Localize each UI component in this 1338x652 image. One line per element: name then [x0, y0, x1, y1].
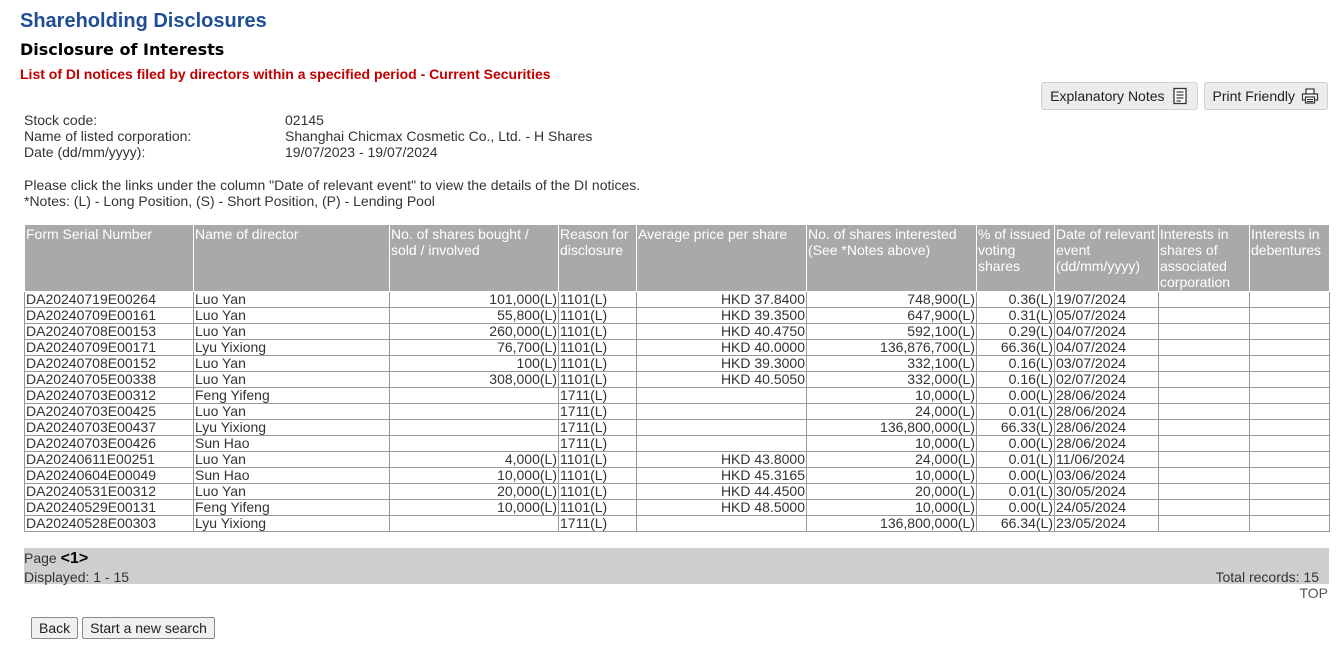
pct-issued-cell: 0.29(L) [977, 324, 1055, 340]
table-row [25, 468, 1330, 484]
event-date-link[interactable]: 02/07/2024 [1056, 371, 1127, 387]
avg-price-cell: HKD 40.0000 [637, 340, 807, 356]
pct-issued-cell: 0.16(L) [977, 372, 1055, 388]
avg-price-cell: HKD 40.5050 [637, 372, 807, 388]
shares-involved-cell [390, 436, 559, 452]
event-date-link[interactable]: 28/06/2024 [1056, 419, 1127, 435]
shares-interested-cell: 647,900(L) [807, 308, 977, 324]
table-row [25, 436, 1330, 452]
shares-involved-cell: 4,000(L) [390, 452, 559, 468]
reason-cell: 1101(L) [559, 468, 637, 484]
page-number-link[interactable]: <1> [60, 550, 89, 567]
date-value: 19/07/2023 - 19/07/2024 [285, 144, 438, 160]
avg-price-cell: HKD 39.3000 [637, 356, 807, 372]
date-label: Date (dd/mm/yyyy): [24, 144, 146, 160]
debentures-cell [1250, 420, 1330, 436]
avg-price-cell: HKD 39.3500 [637, 308, 807, 324]
back-button[interactable]: Back [31, 617, 78, 639]
event-date-cell [1055, 388, 1159, 404]
table-header-row [25, 225, 1330, 292]
form-serial-cell: DA20240708E00152 [25, 356, 194, 372]
event-date-cell [1055, 308, 1159, 324]
table-row [25, 420, 1330, 436]
shares-involved-cell [390, 404, 559, 420]
reason-cell: 1711(L) [559, 388, 637, 404]
column-header: Interests in shares of associated corporation [1159, 225, 1250, 292]
new-search-button[interactable]: Start a new search [82, 617, 215, 639]
pct-issued-cell: 0.36(L) [977, 292, 1055, 308]
event-date-link[interactable]: 03/07/2024 [1056, 355, 1127, 371]
table-body [25, 292, 1330, 532]
avg-price-cell [637, 436, 807, 452]
event-date-link[interactable]: 04/07/2024 [1056, 339, 1127, 355]
page-subtitle: Disclosure of Interests [20, 40, 225, 59]
reason-cell: 1101(L) [559, 340, 637, 356]
shares-interested-cell: 136,800,000(L) [807, 420, 977, 436]
pct-issued-cell: 0.00(L) [977, 436, 1055, 452]
director-cell: Feng Yifeng [194, 388, 390, 404]
form-serial-cell: DA20240709E00171 [25, 340, 194, 356]
shares-involved-cell: 260,000(L) [390, 324, 559, 340]
director-cell: Luo Yan [194, 452, 390, 468]
event-date-link[interactable]: 04/07/2024 [1056, 323, 1127, 339]
pct-issued-cell: 0.16(L) [977, 356, 1055, 372]
notes-line-2: *Notes: (L) - Long Position, (S) - Short Position, (P) - Lending Pool [24, 193, 435, 209]
debentures-cell [1250, 436, 1330, 452]
debentures-cell [1250, 324, 1330, 340]
displayed-range: Displayed: 1 - 15 [24, 569, 130, 585]
shares-involved-cell: 20,000(L) [390, 484, 559, 500]
assoc-corp-cell [1159, 356, 1250, 372]
form-serial-cell: DA20240708E00153 [25, 324, 194, 340]
assoc-corp-cell [1159, 372, 1250, 388]
shares-interested-cell: 20,000(L) [807, 484, 977, 500]
table-row [25, 484, 1330, 500]
table-row [25, 500, 1330, 516]
pct-issued-cell: 0.01(L) [977, 484, 1055, 500]
shares-involved-cell [390, 420, 559, 436]
director-cell: Luo Yan [194, 292, 390, 308]
notes [24, 177, 640, 209]
director-cell: Luo Yan [194, 356, 390, 372]
reason-cell: 1711(L) [559, 420, 637, 436]
shares-interested-cell: 10,000(L) [807, 436, 977, 452]
form-serial-cell: DA20240604E00049 [25, 468, 194, 484]
assoc-corp-cell [1159, 436, 1250, 452]
print-friendly-button[interactable] [1204, 82, 1328, 110]
shares-interested-cell: 332,100(L) [807, 356, 977, 372]
table-row [25, 516, 1330, 532]
table-row [25, 324, 1330, 340]
director-cell: Lyu Yixiong [194, 420, 390, 436]
event-date-link[interactable]: 19/07/2024 [1056, 291, 1127, 307]
form-serial-cell: DA20240703E00437 [25, 420, 194, 436]
shares-involved-cell: 10,000(L) [390, 500, 559, 516]
avg-price-cell: HKD 43.8000 [637, 452, 807, 468]
explanatory-notes-label: Explanatory Notes [1050, 88, 1165, 104]
column-header: Reason for disclosure [559, 225, 637, 292]
reason-cell: 1711(L) [559, 516, 637, 532]
reason-cell: 1101(L) [559, 484, 637, 500]
table-row [25, 340, 1330, 356]
event-date-cell [1055, 292, 1159, 308]
debentures-cell [1250, 516, 1330, 532]
director-cell: Luo Yan [194, 484, 390, 500]
shares-interested-cell: 136,800,000(L) [807, 516, 977, 532]
director-cell: Lyu Yixiong [194, 340, 390, 356]
table-row [25, 308, 1330, 324]
pct-issued-cell: 0.01(L) [977, 404, 1055, 420]
director-cell: Lyu Yixiong [194, 516, 390, 532]
pct-issued-cell: 66.34(L) [977, 516, 1055, 532]
column-header: Form Serial Number [25, 225, 194, 292]
avg-price-cell: HKD 44.4500 [637, 484, 807, 500]
total-records: Total records: 15 [1215, 569, 1319, 585]
column-header: % of issued voting shares [977, 225, 1055, 292]
event-date-link[interactable]: 28/06/2024 [1056, 387, 1127, 403]
event-date-cell [1055, 484, 1159, 500]
shares-interested-cell: 24,000(L) [807, 404, 977, 420]
assoc-corp-cell [1159, 500, 1250, 516]
form-serial-cell: DA20240528E00303 [25, 516, 194, 532]
table-row [25, 388, 1330, 404]
form-serial-cell: DA20240719E00264 [25, 292, 194, 308]
stock-code-value: 02145 [285, 112, 324, 128]
reason-cell: 1101(L) [559, 308, 637, 324]
pct-issued-cell: 0.31(L) [977, 308, 1055, 324]
form-serial-cell: DA20240709E00161 [25, 308, 194, 324]
shares-involved-cell: 76,700(L) [390, 340, 559, 356]
debentures-cell [1250, 372, 1330, 388]
shares-interested-cell: 332,000(L) [807, 372, 977, 388]
avg-price-cell: HKD 40.4750 [637, 324, 807, 340]
shares-involved-cell: 55,800(L) [390, 308, 559, 324]
assoc-corp-cell [1159, 324, 1250, 340]
debentures-cell [1250, 452, 1330, 468]
print-friendly-label: Print Friendly [1212, 88, 1295, 104]
shares-interested-cell: 136,876,700(L) [807, 340, 977, 356]
shares-interested-cell: 748,900(L) [807, 292, 977, 308]
reason-cell: 1101(L) [559, 500, 637, 516]
debentures-cell [1250, 500, 1330, 516]
shares-involved-cell [390, 516, 559, 532]
list-title: List of DI notices filed by directors within a specified period - Current Securities [20, 66, 551, 82]
reason-cell: 1101(L) [559, 372, 637, 388]
assoc-corp-cell [1159, 388, 1250, 404]
director-cell: Luo Yan [194, 404, 390, 420]
search-info [24, 112, 592, 160]
event-date-cell [1055, 372, 1159, 388]
debentures-cell [1250, 308, 1330, 324]
assoc-corp-cell [1159, 292, 1250, 308]
column-header: Interests in debentures [1250, 225, 1330, 292]
pagination-bar [24, 548, 1329, 584]
document-icon [1171, 87, 1189, 105]
avg-price-cell [637, 420, 807, 436]
notes-line-1: Please click the links under the column "Date of relevant event" to view the details of the DI notices. [24, 177, 641, 193]
assoc-corp-cell [1159, 420, 1250, 436]
printer-icon [1301, 87, 1319, 105]
event-date-link[interactable]: 23/05/2024 [1056, 515, 1127, 531]
form-serial-cell: DA20240531E00312 [25, 484, 194, 500]
table-row [25, 292, 1330, 308]
reason-cell: 1711(L) [559, 436, 637, 452]
page-title: Shareholding Disclosures [20, 10, 267, 32]
avg-price-cell [637, 516, 807, 532]
debentures-cell [1250, 484, 1330, 500]
event-date-cell [1055, 324, 1159, 340]
shares-interested-cell: 592,100(L) [807, 324, 977, 340]
assoc-corp-cell [1159, 484, 1250, 500]
explanatory-notes-button[interactable] [1041, 82, 1197, 110]
pct-issued-cell: 66.36(L) [977, 340, 1055, 356]
corporation-row [24, 128, 592, 144]
reason-cell: 1711(L) [559, 404, 637, 420]
form-serial-cell: DA20240705E00338 [25, 372, 194, 388]
stock-code-row [24, 112, 592, 128]
reason-cell: 1101(L) [559, 292, 637, 308]
reason-cell: 1101(L) [559, 452, 637, 468]
shares-involved-cell: 100(L) [390, 356, 559, 372]
stock-code-label: Stock code: [24, 112, 98, 128]
avg-price-cell: HKD 37.8400 [637, 292, 807, 308]
pct-issued-cell: 66.33(L) [977, 420, 1055, 436]
director-cell: Sun Hao [194, 468, 390, 484]
column-header: Average price per share [637, 225, 807, 292]
assoc-corp-cell [1159, 452, 1250, 468]
debentures-cell [1250, 404, 1330, 420]
pct-issued-cell: 0.00(L) [977, 388, 1055, 404]
avg-price-cell [637, 388, 807, 404]
event-date-cell [1055, 468, 1159, 484]
director-cell: Luo Yan [194, 324, 390, 340]
form-serial-cell: DA20240529E00131 [25, 500, 194, 516]
shares-interested-cell: 24,000(L) [807, 452, 977, 468]
event-date-link[interactable]: 28/06/2024 [1056, 435, 1127, 451]
column-header: No. of shares interested (See *Notes above) [807, 225, 977, 292]
form-serial-cell: DA20240703E00426 [25, 436, 194, 452]
column-header: Date of relevant event (dd/mm/yyyy) [1055, 225, 1159, 292]
event-date-link[interactable]: 11/06/2024 [1056, 451, 1126, 467]
avg-price-cell [637, 404, 807, 420]
event-date-link[interactable]: 24/05/2024 [1056, 499, 1127, 515]
event-date-cell [1055, 356, 1159, 372]
form-serial-cell: DA20240611E00251 [25, 452, 194, 468]
event-date-cell [1055, 340, 1159, 356]
reason-cell: 1101(L) [559, 324, 637, 340]
shares-involved-cell: 308,000(L) [390, 372, 559, 388]
assoc-corp-cell [1159, 468, 1250, 484]
table-row [25, 356, 1330, 372]
assoc-corp-cell [1159, 404, 1250, 420]
form-serial-cell: DA20240703E00312 [25, 388, 194, 404]
pct-issued-cell: 0.00(L) [977, 500, 1055, 516]
shares-involved-cell: 10,000(L) [390, 468, 559, 484]
director-cell: Feng Yifeng [194, 500, 390, 516]
page-label: Page [24, 550, 57, 566]
event-date-link[interactable]: 03/06/2024 [1056, 467, 1127, 483]
bottom-buttons [31, 617, 215, 639]
top-toolbar [1041, 82, 1328, 110]
table-row [25, 372, 1330, 388]
assoc-corp-cell [1159, 516, 1250, 532]
form-serial-cell: DA20240703E00425 [25, 404, 194, 420]
shares-interested-cell: 10,000(L) [807, 468, 977, 484]
event-date-link[interactable]: 30/05/2024 [1056, 483, 1127, 499]
debentures-cell [1250, 356, 1330, 372]
pct-issued-cell: 0.00(L) [977, 468, 1055, 484]
debentures-cell [1250, 388, 1330, 404]
reason-cell: 1101(L) [559, 356, 637, 372]
avg-price-cell: HKD 45.3165 [637, 468, 807, 484]
event-date-link[interactable]: 28/06/2024 [1056, 403, 1127, 419]
event-date-cell [1055, 452, 1159, 468]
event-date-cell [1055, 500, 1159, 516]
event-date-cell [1055, 516, 1159, 532]
page-indicator [24, 550, 88, 568]
corporation-label: Name of listed corporation: [24, 128, 192, 144]
di-notices-table [24, 224, 1330, 532]
director-cell: Sun Hao [194, 436, 390, 452]
director-cell: Luo Yan [194, 372, 390, 388]
event-date-cell [1055, 420, 1159, 436]
avg-price-cell: HKD 48.5000 [637, 500, 807, 516]
debentures-cell [1250, 292, 1330, 308]
date-row [24, 144, 592, 160]
event-date-link[interactable]: 05/07/2024 [1056, 307, 1127, 323]
debentures-cell [1250, 340, 1330, 356]
pct-issued-cell: 0.01(L) [977, 452, 1055, 468]
director-cell: Luo Yan [194, 308, 390, 324]
shares-interested-cell: 10,000(L) [807, 500, 977, 516]
assoc-corp-cell [1159, 308, 1250, 324]
shares-interested-cell: 10,000(L) [807, 388, 977, 404]
corporation-value: Shanghai Chicmax Cosmetic Co., Ltd. - H Shares [285, 128, 593, 144]
column-header: Name of director [194, 225, 390, 292]
shares-involved-cell [390, 388, 559, 404]
shares-involved-cell: 101,000(L) [390, 292, 559, 308]
table-row [25, 452, 1330, 468]
event-date-cell [1055, 436, 1159, 452]
table-row [25, 404, 1330, 420]
assoc-corp-cell [1159, 340, 1250, 356]
debentures-cell [1250, 468, 1330, 484]
top-link[interactable]: TOP [1299, 585, 1328, 601]
column-header: No. of shares bought / sold / involved [390, 225, 559, 292]
event-date-cell [1055, 404, 1159, 420]
